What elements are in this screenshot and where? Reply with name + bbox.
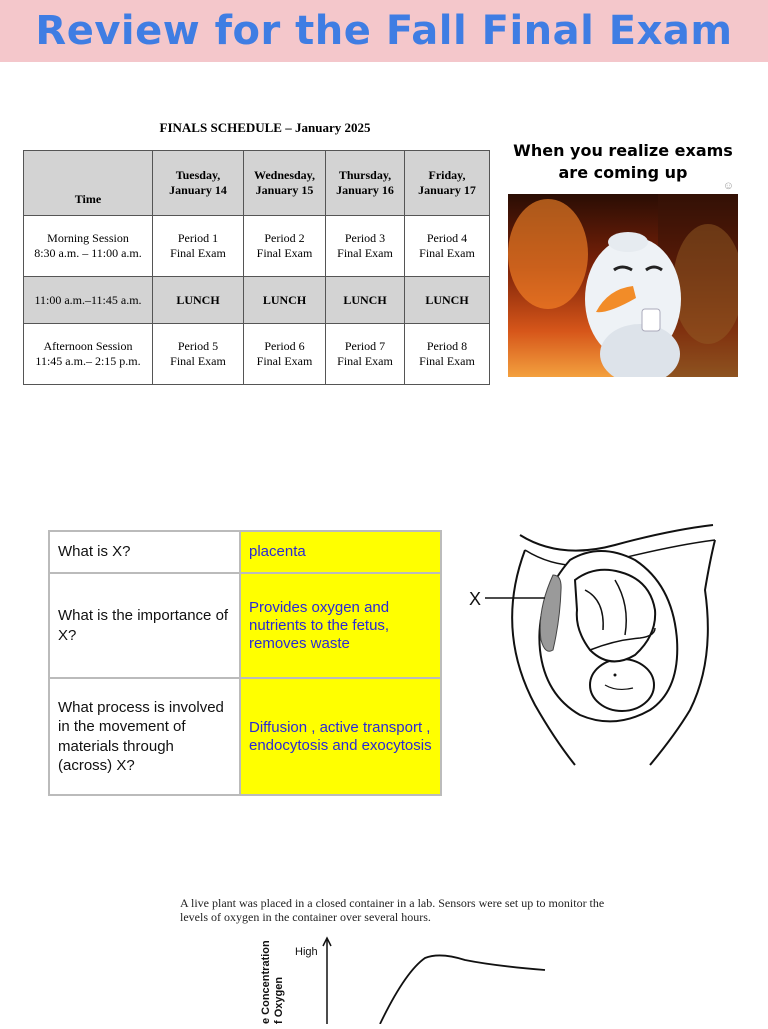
placenta-qa-table bbox=[48, 530, 442, 796]
answer-cell: Diffusion , active transport , endocytosis and exocytosis bbox=[240, 678, 441, 795]
schedule-row-lunch bbox=[24, 277, 490, 324]
question-cell: What is the importance of X? bbox=[49, 573, 240, 678]
day-header: Thursday, January 16 bbox=[326, 151, 405, 216]
qa-row bbox=[49, 678, 441, 795]
question-cell: What process is involved in the movement of materials through (across) X? bbox=[49, 678, 240, 795]
graph-high-label: High bbox=[295, 946, 318, 958]
session-time-cell: 11:00 a.m.–11:45 a.m. bbox=[24, 277, 153, 324]
exam-cell: Period 8 Final Exam bbox=[405, 324, 490, 385]
plant-question-text: A live plant was placed in a closed container in a lab. Sensors were set up to monitor the levels of oxygen in the container over several hours. bbox=[180, 896, 605, 924]
exam-cell: Period 4 Final Exam bbox=[405, 216, 490, 277]
graph-ylabel-line2: f Oxygen bbox=[273, 976, 285, 1024]
day-header: Friday, January 17 bbox=[405, 151, 490, 216]
exam-cell: Period 1 Final Exam bbox=[153, 216, 244, 277]
session-time-cell: Afternoon Session 11:45 a.m.– 2:15 p.m. bbox=[24, 324, 153, 385]
day-header: Wednesday, January 15 bbox=[244, 151, 326, 216]
qa-row bbox=[49, 531, 441, 573]
fetus-diagram bbox=[465, 520, 725, 770]
exam-cell: Period 5 Final Exam bbox=[153, 324, 244, 385]
answer-cell: Provides oxygen and nutrients to the fetus, removes waste bbox=[240, 573, 441, 678]
exam-cell: Period 7 Final Exam bbox=[326, 324, 405, 385]
schedule-row-afternoon bbox=[24, 324, 490, 385]
snowman-fire-illustration bbox=[508, 194, 738, 377]
lunch-cell: LUNCH bbox=[405, 277, 490, 324]
meme-image bbox=[508, 194, 738, 377]
oxygen-graph bbox=[255, 932, 555, 1024]
smiley-icon: ☺ bbox=[722, 180, 734, 192]
graph-oxygen-curve bbox=[380, 955, 545, 1024]
exam-meme bbox=[508, 132, 738, 377]
day-header: Tuesday, January 14 bbox=[153, 151, 244, 216]
exam-cell: Period 2 Final Exam bbox=[244, 216, 326, 277]
exam-cell: Period 3 Final Exam bbox=[326, 216, 405, 277]
time-header: Time bbox=[24, 151, 153, 216]
lunch-cell: LUNCH bbox=[244, 277, 326, 324]
title-banner bbox=[0, 0, 768, 62]
answer-cell: placenta bbox=[240, 531, 441, 573]
diagram-label-x: X bbox=[469, 589, 482, 609]
lunch-cell: LUNCH bbox=[153, 277, 244, 324]
qa-row bbox=[49, 573, 441, 678]
finals-schedule-table bbox=[23, 150, 490, 385]
graph-ylabel-line1: e Concentration bbox=[260, 940, 272, 1024]
question-cell: What is X? bbox=[49, 531, 240, 573]
schedule-header-row bbox=[24, 151, 490, 216]
lunch-cell: LUNCH bbox=[326, 277, 405, 324]
page-title: Review for the Fall Final Exam bbox=[35, 8, 733, 54]
meme-caption: When you realize exams are coming up bbox=[513, 141, 733, 182]
session-time-cell: Morning Session 8:30 a.m. – 11:00 a.m. bbox=[24, 216, 153, 277]
schedule-title: FINALS SCHEDULE – January 2025 bbox=[159, 120, 371, 135]
exam-cell: Period 6 Final Exam bbox=[244, 324, 326, 385]
schedule-row-morning bbox=[24, 216, 490, 277]
